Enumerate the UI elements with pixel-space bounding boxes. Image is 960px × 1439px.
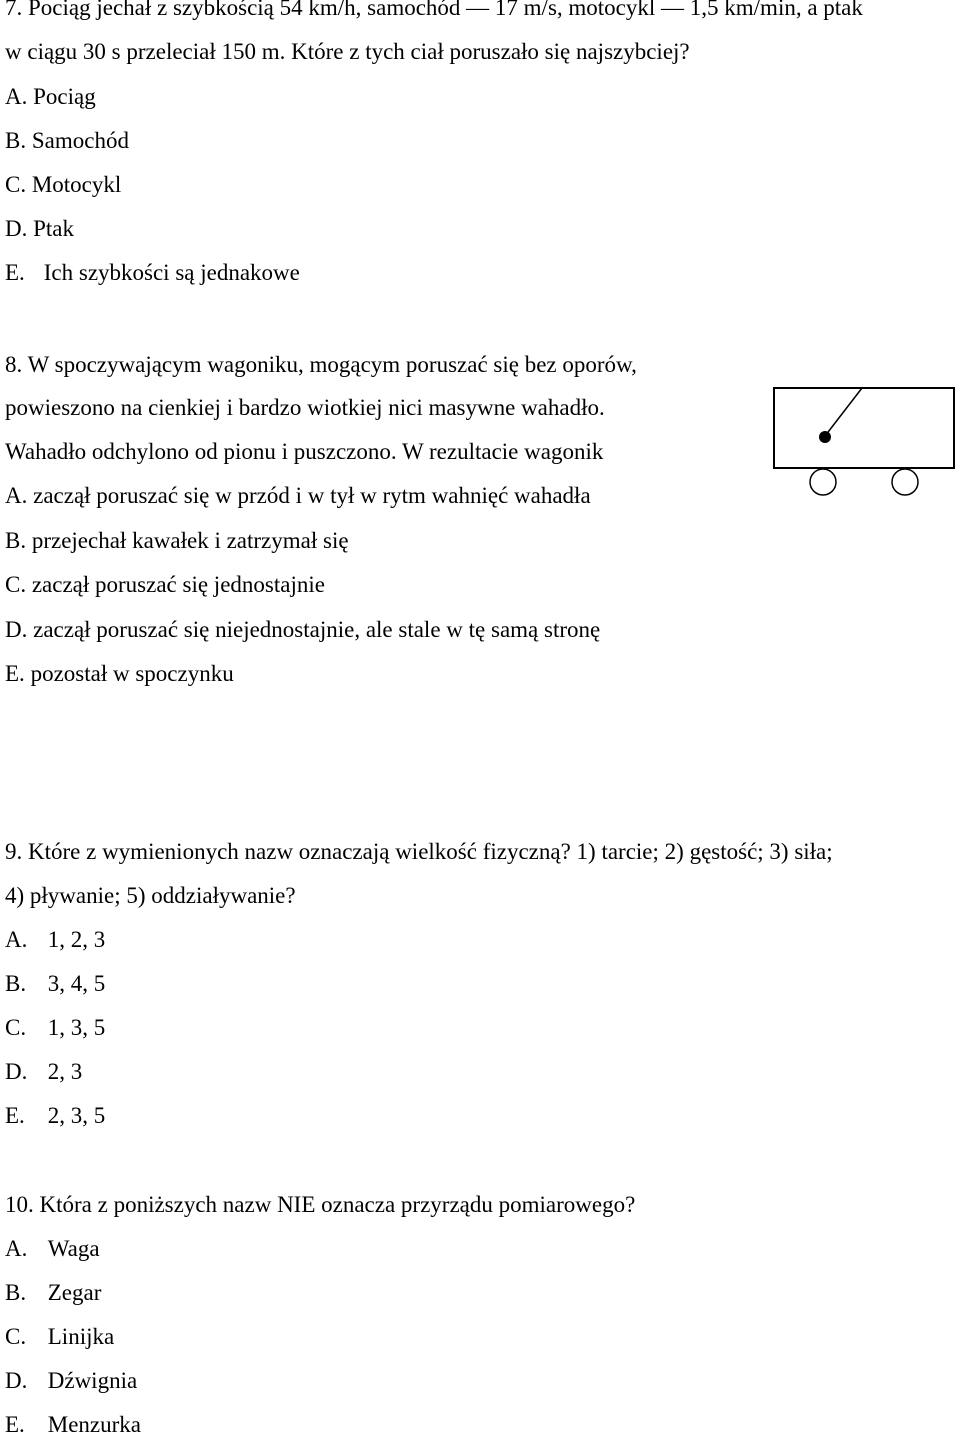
q7-text-line-1: 7. Pociąg jechał z szybkością 54 km/h, samochód — 17 m/s, motocykl — 1,5 km/min, a ptak [5,0,863,20]
wagon-wheel-left [810,469,836,495]
q9-text-line-2: 4) pływanie; 5) oddziaływanie? [5,883,296,908]
q7-option-e [5,259,300,287]
q10-option-e [5,1411,141,1439]
option-text: Pociąg [33,84,96,109]
option-letter: C. [5,1324,27,1349]
q8-option-b [5,527,349,555]
option-letter: A. [5,483,28,508]
option-text: Dźwignia [47,1368,138,1393]
option-text: Motocykl [31,172,122,197]
option-letter: D. [5,1059,28,1084]
pendulum-string [825,388,862,436]
option-letter: C. [5,572,27,597]
option-text: 3, 4, 5 [47,971,106,996]
option-letter: D. [5,617,28,642]
q8-text-line-3: Wahadło odchylono od pionu i puszczono. W rezultacie wagonik [5,439,604,464]
option-text: Zegar [47,1280,102,1305]
option-letter: D. [5,216,28,241]
option-letter: A. [5,84,28,109]
q10-option-d [5,1367,137,1395]
option-letter: B. [5,128,27,153]
q9-option-b [5,970,105,998]
option-text: Waga [47,1236,100,1261]
q7-option-b [5,127,129,155]
wagon-pendulum-figure [770,384,960,502]
option-text: przejechał kawałek i zatrzymał się [31,528,349,553]
wagon-wheel-right [892,469,918,495]
option-text: Menzurka [47,1412,141,1437]
q7-option-d [5,215,74,243]
option-text: 1, 2, 3 [47,927,106,952]
q8-option-e [5,660,234,688]
option-text: zaczął poruszać się w przód i w tył w rytm wahnięć wahadła [33,483,591,508]
wagon-body [774,388,954,468]
q9-text-line-1: 9. Które z wymienionych nazw oznaczają wielkość fizyczną? 1) tarcie; 2) gęstość; 3) siła; [5,839,833,864]
q9-option-d [5,1058,82,1086]
option-letter: E. [5,1103,25,1128]
q10-option-c [5,1323,114,1351]
option-text: 1, 3, 5 [47,1015,106,1040]
option-text: Samochód [31,128,129,153]
q10-text-line-1: 10. Która z poniższych nazw NIE oznacza przyrządu pomiarowego? [5,1192,636,1217]
option-text: 2, 3, 5 [47,1103,106,1128]
q9-option-e [5,1102,105,1130]
q7-option-a [5,83,96,111]
option-text: pozostał w spoczynku [30,661,234,686]
q9-option-c [5,1014,105,1042]
q10-option-b [5,1279,101,1307]
q7-text-line-2: w ciągu 30 s przeleciał 150 m. Które z tych ciał poruszało się najszybciej? [5,39,690,64]
option-letter: A. [5,1236,28,1261]
q7-option-c [5,171,121,199]
option-letter: E. [5,260,25,285]
option-letter: A. [5,927,28,952]
option-letter: D. [5,1368,28,1393]
option-text: Ich szybkości są jednakowe [43,260,300,285]
q8-text-line-2: powieszono na cienkiej i bardzo wiotkiej nici masywne wahadło. [5,395,605,420]
option-letter: B. [5,528,27,553]
q8-option-a [5,482,591,510]
option-text: zaczął poruszać się jednostajnie [31,572,325,597]
q8-text-line-1: 8. W spoczywającym wagoniku, mogącym poruszać się bez oporów, [5,352,637,377]
q9-option-a [5,926,105,954]
option-letter: B. [5,1280,27,1305]
q10-option-a [5,1235,100,1263]
option-text: 2, 3 [47,1059,83,1084]
option-text: Ptak [33,216,75,241]
option-letter: E. [5,1412,25,1437]
pendulum-bob [819,431,831,443]
option-text: Linijka [47,1324,115,1349]
q8-option-d [5,616,600,644]
option-text: zaczął poruszać się niejednostajnie, ale stale w tę samą stronę [33,617,601,642]
q8-option-c [5,571,325,599]
option-letter: E. [5,661,25,686]
option-letter: C. [5,172,27,197]
option-letter: C. [5,1015,27,1040]
option-letter: B. [5,971,27,996]
